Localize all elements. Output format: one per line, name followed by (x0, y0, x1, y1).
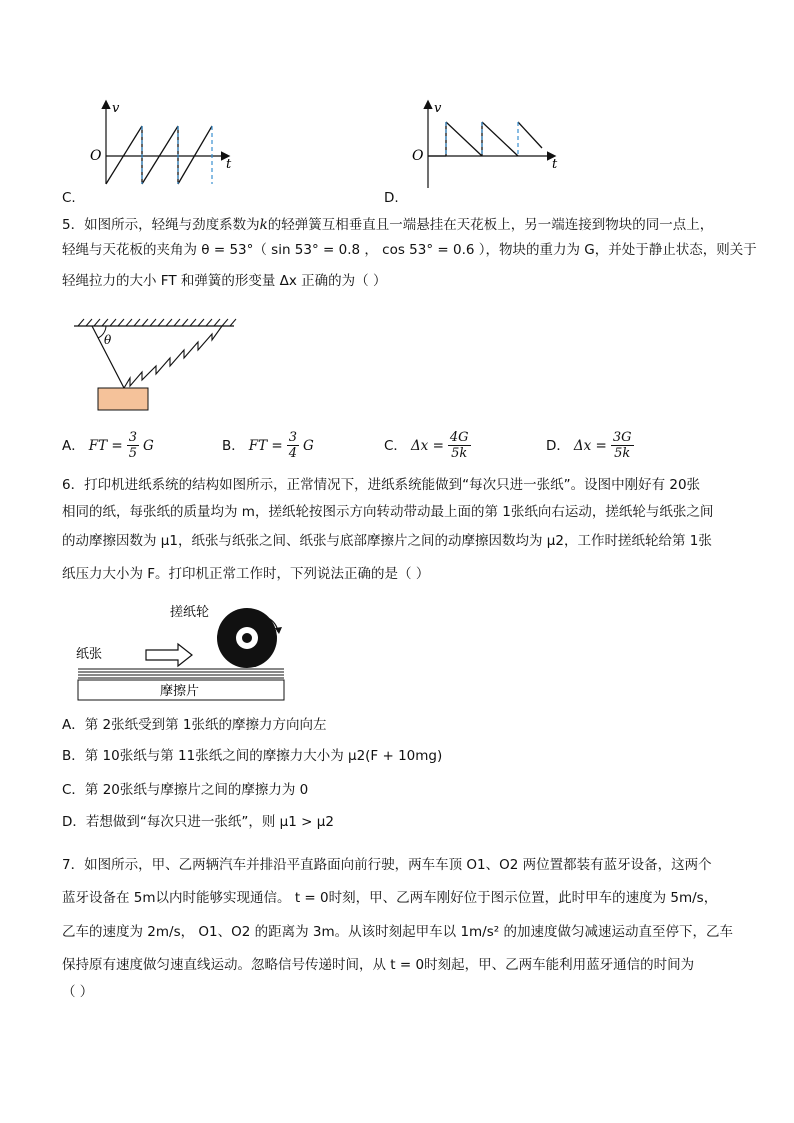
graph-d-svg (402, 96, 572, 206)
q5-option-b[interactable]: B． FT = $\frac{3}{4}$ G (222, 430, 314, 461)
q6-option-c[interactable]: C．第 20张纸与摩擦片之间的摩擦力为 0 (62, 782, 309, 798)
graph-c-svg (80, 96, 250, 206)
q5-option-a[interactable]: A． FT = $\frac{3}{5}$ G (62, 430, 154, 461)
graph-c-v-label: v (112, 101, 120, 116)
q6-option-d[interactable]: D．若想做到“每次只进一张纸”，则 μ1 > μ2 (62, 814, 334, 830)
graph-d-origin: O (412, 148, 424, 164)
q6-figure (72, 596, 292, 704)
q5-line3: 轻绳拉力的大小 FT 和弹簧的形变量 Δx 正确的为（ ） (62, 273, 387, 289)
q7-line4: 保持原有速度做匀速直线运动。忽略信号传递时间，从 t = 0时刻起，甲、乙两车能利用蓝牙通信的时间为 (62, 957, 695, 973)
q6-figure-svg (72, 596, 292, 704)
paper-arrow (146, 644, 192, 666)
q6-line4: 纸压力大小为 F。打印机正常工作时，下列说法正确的是（ ） (62, 566, 430, 582)
q6-line2: 相同的纸，每张纸的质量均为 m，搓纸轮按图示方向转动带动最上面的第 1张纸向右运动，搓纸轮与纸张之间 (62, 504, 714, 520)
graph-d-t-label: t (552, 157, 558, 172)
spring (124, 326, 222, 388)
ceiling-hatch (78, 319, 236, 326)
q6-option-a[interactable]: A．第 2张纸受到第 1张纸的摩擦力方向向左 (62, 717, 327, 733)
q6-line1: 6．打印机进纸系统的结构如图所示，正常情况下，进纸系统能做到“每次只进一张纸”。设图中刚好有 20张 (62, 477, 701, 493)
graph-c-origin: O (90, 148, 102, 164)
theta-label: θ (104, 333, 112, 347)
graph-c-dashes (142, 126, 212, 184)
graph-c-sawtooth (106, 126, 212, 184)
paper-label: 纸张 (76, 647, 103, 662)
q7-line3: 乙车的速度为 2m/s， O1、O2 的距离为 3m。从该时刻起甲车以 1m/s² 的加速度做匀减速运动直至停下，乙车 (62, 924, 733, 940)
q5-line1: 5．如图所示，轻绳与劲度系数为k的轻弹簧互相垂直且一端悬挂在天花板上，另一端连接到物块的同一点上， (62, 217, 714, 233)
q5-option-d[interactable]: D． Δx = $\frac{3G}{5k}$ (546, 430, 632, 461)
pad-label: 摩擦片 (160, 684, 200, 699)
graph-c-label[interactable]: C. (62, 190, 76, 206)
q5-line2: 轻绳与天花板的夹角为 θ = 53°（ sin 53° = 0.8 ， cos 53° = 0.6 ），物块的重力为 G，并处于静止状态，则关于 (62, 242, 757, 258)
wheel-core (242, 633, 252, 643)
graph-d-label[interactable]: D. (384, 190, 399, 206)
q7-line2: 蓝牙设备在 5m以内时能够实现通信。 t = 0时刻，甲、乙两车刚好位于图示位置，此时甲车的速度为 5m/s， (62, 890, 718, 906)
q7-line5: （ ） (62, 984, 94, 1000)
q7-line1: 7．如图所示，甲、乙两辆汽车并排沿平直路面向前行驶，两车车顶 O1、O2 两位置都装有蓝牙设备，这两个 (62, 857, 712, 873)
q6-line3: 的动摩擦因数为 μ1，纸张与纸张之间、纸张与底部摩擦片之间的动摩擦因数均为 μ2，工作时搓纸轮给第 1张 (62, 533, 712, 549)
graph-c (80, 96, 250, 206)
graph-c-t-label: t (226, 157, 232, 172)
block (98, 388, 148, 410)
graph-d-v-label: v (434, 101, 442, 116)
graph-d (402, 96, 572, 206)
paper-stack (78, 669, 284, 678)
q5-figure-svg (70, 318, 240, 414)
q5-option-c[interactable]: C． Δx = $\frac{4G}{5k}$ (384, 430, 469, 461)
q6-option-b[interactable]: B．第 10张纸与第 11张纸之间的摩擦力大小为 μ2(F + 10mg) (62, 748, 443, 764)
q5-figure (70, 318, 240, 414)
wheel-label: 搓纸轮 (170, 605, 210, 620)
graph-d-sawtooth (428, 122, 542, 156)
